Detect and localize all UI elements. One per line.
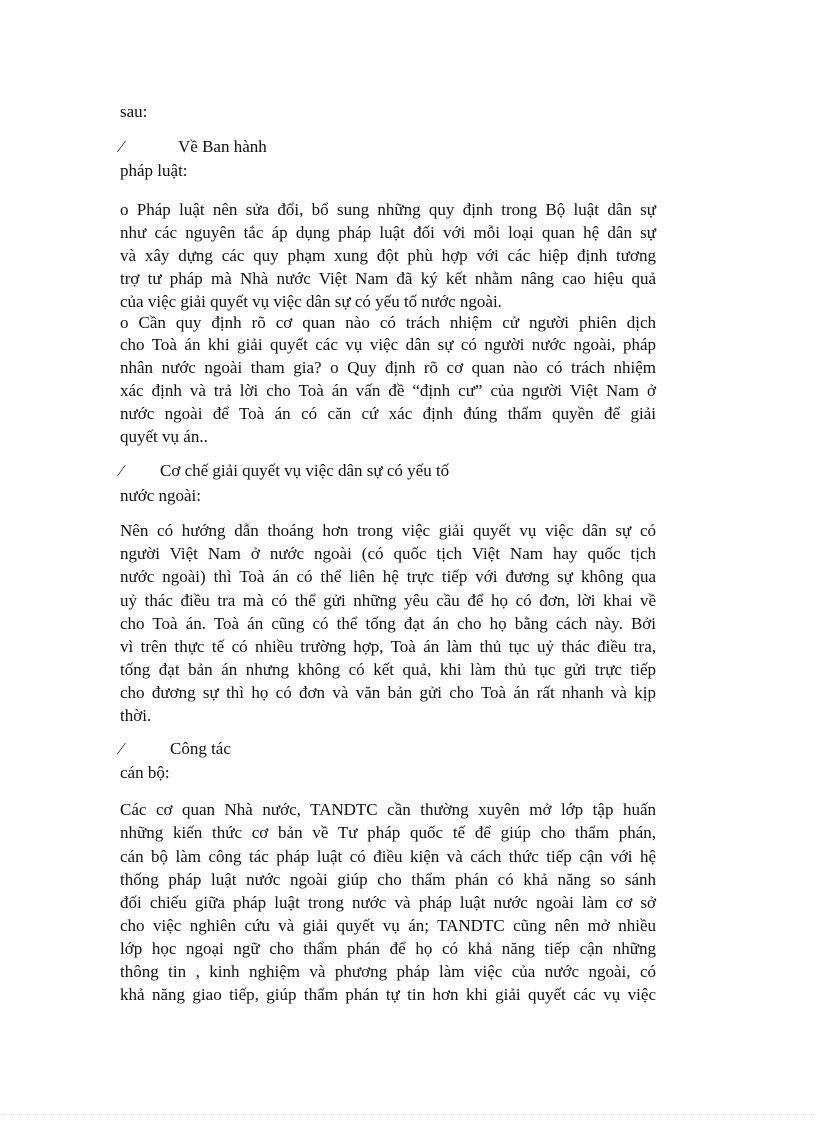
section3-heading-cont: cán bộ: <box>120 763 170 782</box>
section3-line: đối chiếu giữa pháp luật trong nước và pháp luật nước ngoài làm cơ sở <box>120 893 656 912</box>
section1-line: o Pháp luật nên sửa đổi, bổ sung những quy định trong Bộ luật dân sự <box>120 200 656 219</box>
section2-line: tống đạt bản án nhưng không có kết quả, khi làm thủ tục gửi trực tiếp <box>120 660 656 679</box>
section3-line: lớp học ngoại ngữ cho thẩm phán để họ có khả năng tiếp cận những <box>120 939 656 958</box>
section2-line: cho Toà án. Toà án cũng có thể tống đạt án cho họ bằng cách này. Bởi <box>120 614 656 633</box>
section2-heading-cont: nước ngoài: <box>120 486 201 505</box>
section1-line: cho Toà án khi giải quyết các vụ việc dân sự có người nước ngoài, pháp <box>120 335 656 354</box>
intro-text: sau: <box>120 102 148 121</box>
section1-line: trợ tư pháp mà Nhà nước Việt Nam đã ký kết nhằm nâng cao hiệu quả <box>120 269 656 288</box>
section1-line: nước ngoài để Toà án có căn cứ xác định đúng thẩm quyền để giải <box>120 404 656 423</box>
section1-line: nhân nước ngoài tham gia? o Quy định rõ cơ quan nào có trách nhiệm <box>120 358 656 377</box>
section1-bullet-icon: ⁄ <box>120 137 123 156</box>
section1-line: của việc giải quyết vụ việc dân sự có yếu tố nước ngoài. <box>120 292 502 311</box>
section2-line: vì trên thực tế có nhiều trường hợp, Toà án làm thủ tục uỷ thác điều tra, <box>120 637 656 656</box>
section2-line: người Việt Nam ở nước ngoài (có quốc tịch Việt Nam hay quốc tịch <box>120 544 656 563</box>
section1-heading: Về Ban hành <box>178 137 267 156</box>
page-bottom-border <box>0 1114 816 1115</box>
section1-line: xác định và trả lời cho Toà án vấn đề “định cư” của người Việt Nam ở <box>120 381 656 400</box>
section2-line: Nên có hướng dẫn thoáng hơn trong việc giải quyết vụ việc dân sự có <box>120 521 656 540</box>
section2-line: thời. <box>120 706 152 725</box>
section1-line: o Cần quy định rõ cơ quan nào có trách nhiệm cử người phiên dịch <box>120 313 656 332</box>
section2-line: nước ngoài) thì Toà án có thể liên hệ trực tiếp với đương sự không qua <box>120 567 656 586</box>
section2-bullet-icon: ⁄ <box>120 461 123 480</box>
section3-line: cán bộ làm công tác pháp luật có điều kiện và cách thức tiếp cận với hệ <box>120 847 656 866</box>
section3-line: Các cơ quan Nhà nước, TANDTC cần thường xuyên mở lớp tập huấn <box>120 800 656 819</box>
section3-heading: Công tác <box>170 739 231 758</box>
section3-line: cho việc nghiên cứu và giải quyết vụ án; TANDTC cũng nên mở nhiều <box>120 916 656 935</box>
section2-line: cho đương sự thì họ có đơn và văn bản gửi cho Toà án rất nhanh và kịp <box>120 683 656 702</box>
section3-line: khả năng giao tiếp, giúp thẩm phán tự tin hơn khi giải quyết các vụ việc <box>120 985 656 1004</box>
section1-line: quyết vụ án.. <box>120 427 208 446</box>
section3-line: thống pháp luật nước ngoài giúp cho thẩm phán có khả năng so sánh <box>120 870 656 889</box>
section1-heading-cont: pháp luật: <box>120 161 188 180</box>
section3-line: những kiến thức cơ bản về Tư pháp quốc tế để giúp cho thẩm phán, <box>120 823 656 842</box>
section3-line: thông tin , kinh nghiệm và phương pháp làm việc của nước ngoài, có <box>120 962 656 981</box>
section2-heading: Cơ chế giải quyết vụ việc dân sự có yếu tố <box>160 461 450 480</box>
section1-line: và xây dựng các quy phạm xung đột phù hợp với các hiệp định tương <box>120 246 656 265</box>
section1-line: như các nguyên tắc áp dụng pháp luật đối với mỗi loại quan hệ dân sự <box>120 223 656 242</box>
section3-bullet-icon: ⁄ <box>120 739 123 758</box>
section2-line: uỷ thác điều tra mà có thể gửi những yêu cầu để họ có đơn, lời khai về <box>120 591 656 610</box>
